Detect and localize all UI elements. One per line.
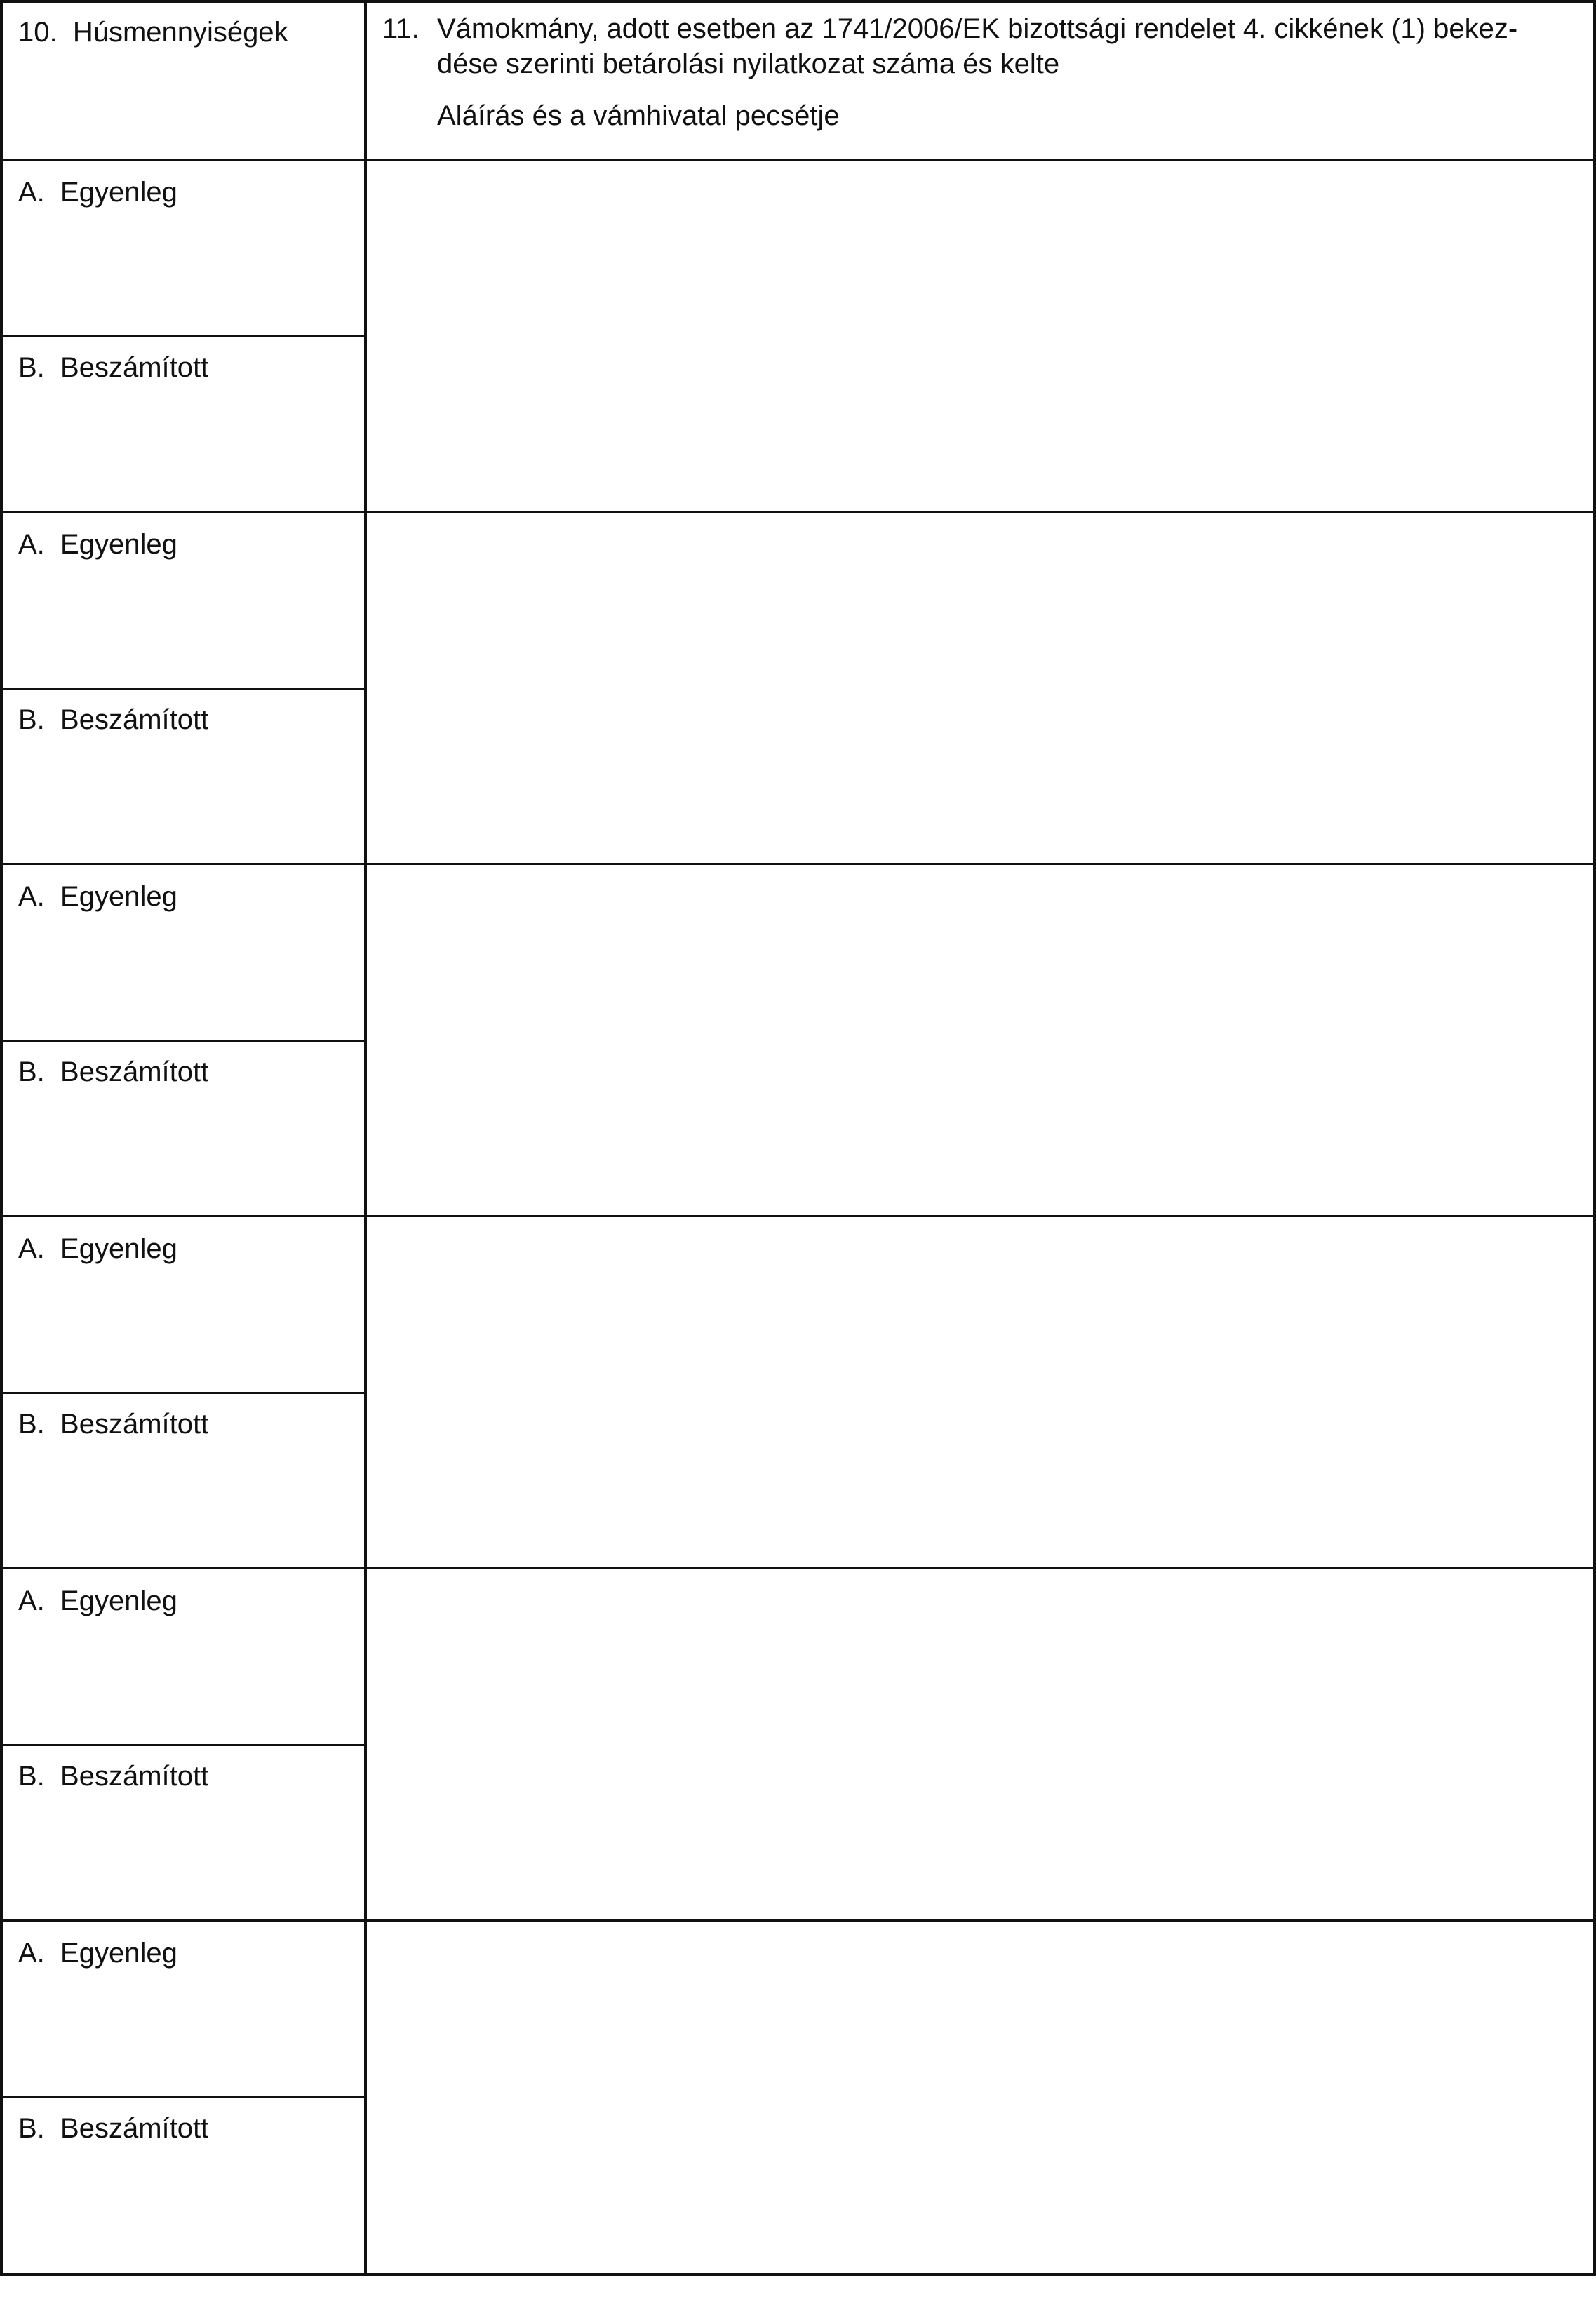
header-divider <box>0 159 1596 161</box>
field-11-line1 <box>382 11 1575 46</box>
border-right <box>1593 0 1596 2276</box>
field-10-title: Húsmennyiségek <box>72 17 288 48</box>
row-a-text: Egyenleg <box>60 1585 177 1616</box>
row-a-text: Egyenleg <box>60 881 177 912</box>
row-b-prefix: B. <box>18 2113 45 2144</box>
row-6-b-label <box>18 2110 208 2147</box>
block-divider <box>0 511 1596 513</box>
row-a-prefix: A. <box>18 1233 45 1264</box>
row-4-a-label <box>18 1231 177 1267</box>
row-5-b-label <box>18 1758 208 1795</box>
row-a-text: Egyenleg <box>60 529 177 560</box>
row-3-a-label <box>18 878 177 915</box>
row-a-text: Egyenleg <box>60 1938 177 1969</box>
row-5-a-label <box>18 1583 177 1619</box>
ab-divider <box>0 335 366 337</box>
block-divider <box>0 863 1596 865</box>
field-11-text-line2: dése szerinti betárolási nyilatkozat száma és kelte <box>437 48 1060 79</box>
row-a-prefix: A. <box>18 1585 45 1616</box>
row-b-text: Beszámított <box>60 1057 209 1087</box>
row-b-text: Beszámított <box>60 704 209 735</box>
field-11-signature-label: Aláírás és a vámhivatal pecsétje <box>437 100 840 131</box>
row-6-a-label <box>18 1935 177 1971</box>
row-b-text: Beszámított <box>60 2113 209 2144</box>
row-b-text: Beszámított <box>60 1409 209 1440</box>
block-divider <box>0 1215 1596 1217</box>
row-b-prefix: B. <box>18 1761 45 1792</box>
field-10-number: 10. <box>18 17 58 48</box>
block-divider <box>0 1567 1596 1569</box>
border-left <box>0 0 3 2276</box>
field-11-text-line1: Vámokmány, adott esetben az 1741/2006/EK bizottsági rendelet 4. cikkének (1) bekez- <box>437 13 1518 44</box>
border-bottom <box>0 2273 1596 2276</box>
column-divider <box>364 0 367 2276</box>
row-4-b-label <box>18 1406 208 1442</box>
block-divider <box>0 1919 1596 1922</box>
row-b-prefix: B. <box>18 352 45 383</box>
ab-divider <box>0 1040 366 1042</box>
ab-divider <box>0 1744 366 1746</box>
row-a-prefix: A. <box>18 529 45 560</box>
row-1-b-label <box>18 349 208 386</box>
row-b-prefix: B. <box>18 1057 45 1087</box>
ab-divider <box>0 688 366 690</box>
ab-divider <box>0 1392 366 1394</box>
row-a-prefix: A. <box>18 1938 45 1969</box>
row-3-b-label <box>18 1054 208 1090</box>
row-b-text: Beszámított <box>60 352 209 383</box>
row-2-a-label <box>18 526 177 563</box>
row-a-text: Egyenleg <box>60 1233 177 1264</box>
row-1-a-label <box>18 174 177 210</box>
row-b-prefix: B. <box>18 704 45 735</box>
ab-divider <box>0 2096 366 2098</box>
row-a-prefix: A. <box>18 177 45 208</box>
row-2-b-label <box>18 702 208 738</box>
row-a-prefix: A. <box>18 881 45 912</box>
border-top <box>0 0 1596 3</box>
field-10-label <box>18 14 288 51</box>
row-b-text: Beszámított <box>60 1761 209 1792</box>
field-11-number: 11. <box>382 13 420 44</box>
row-a-text: Egyenleg <box>60 177 177 208</box>
field-11-label <box>382 11 1575 133</box>
row-b-prefix: B. <box>18 1409 45 1440</box>
